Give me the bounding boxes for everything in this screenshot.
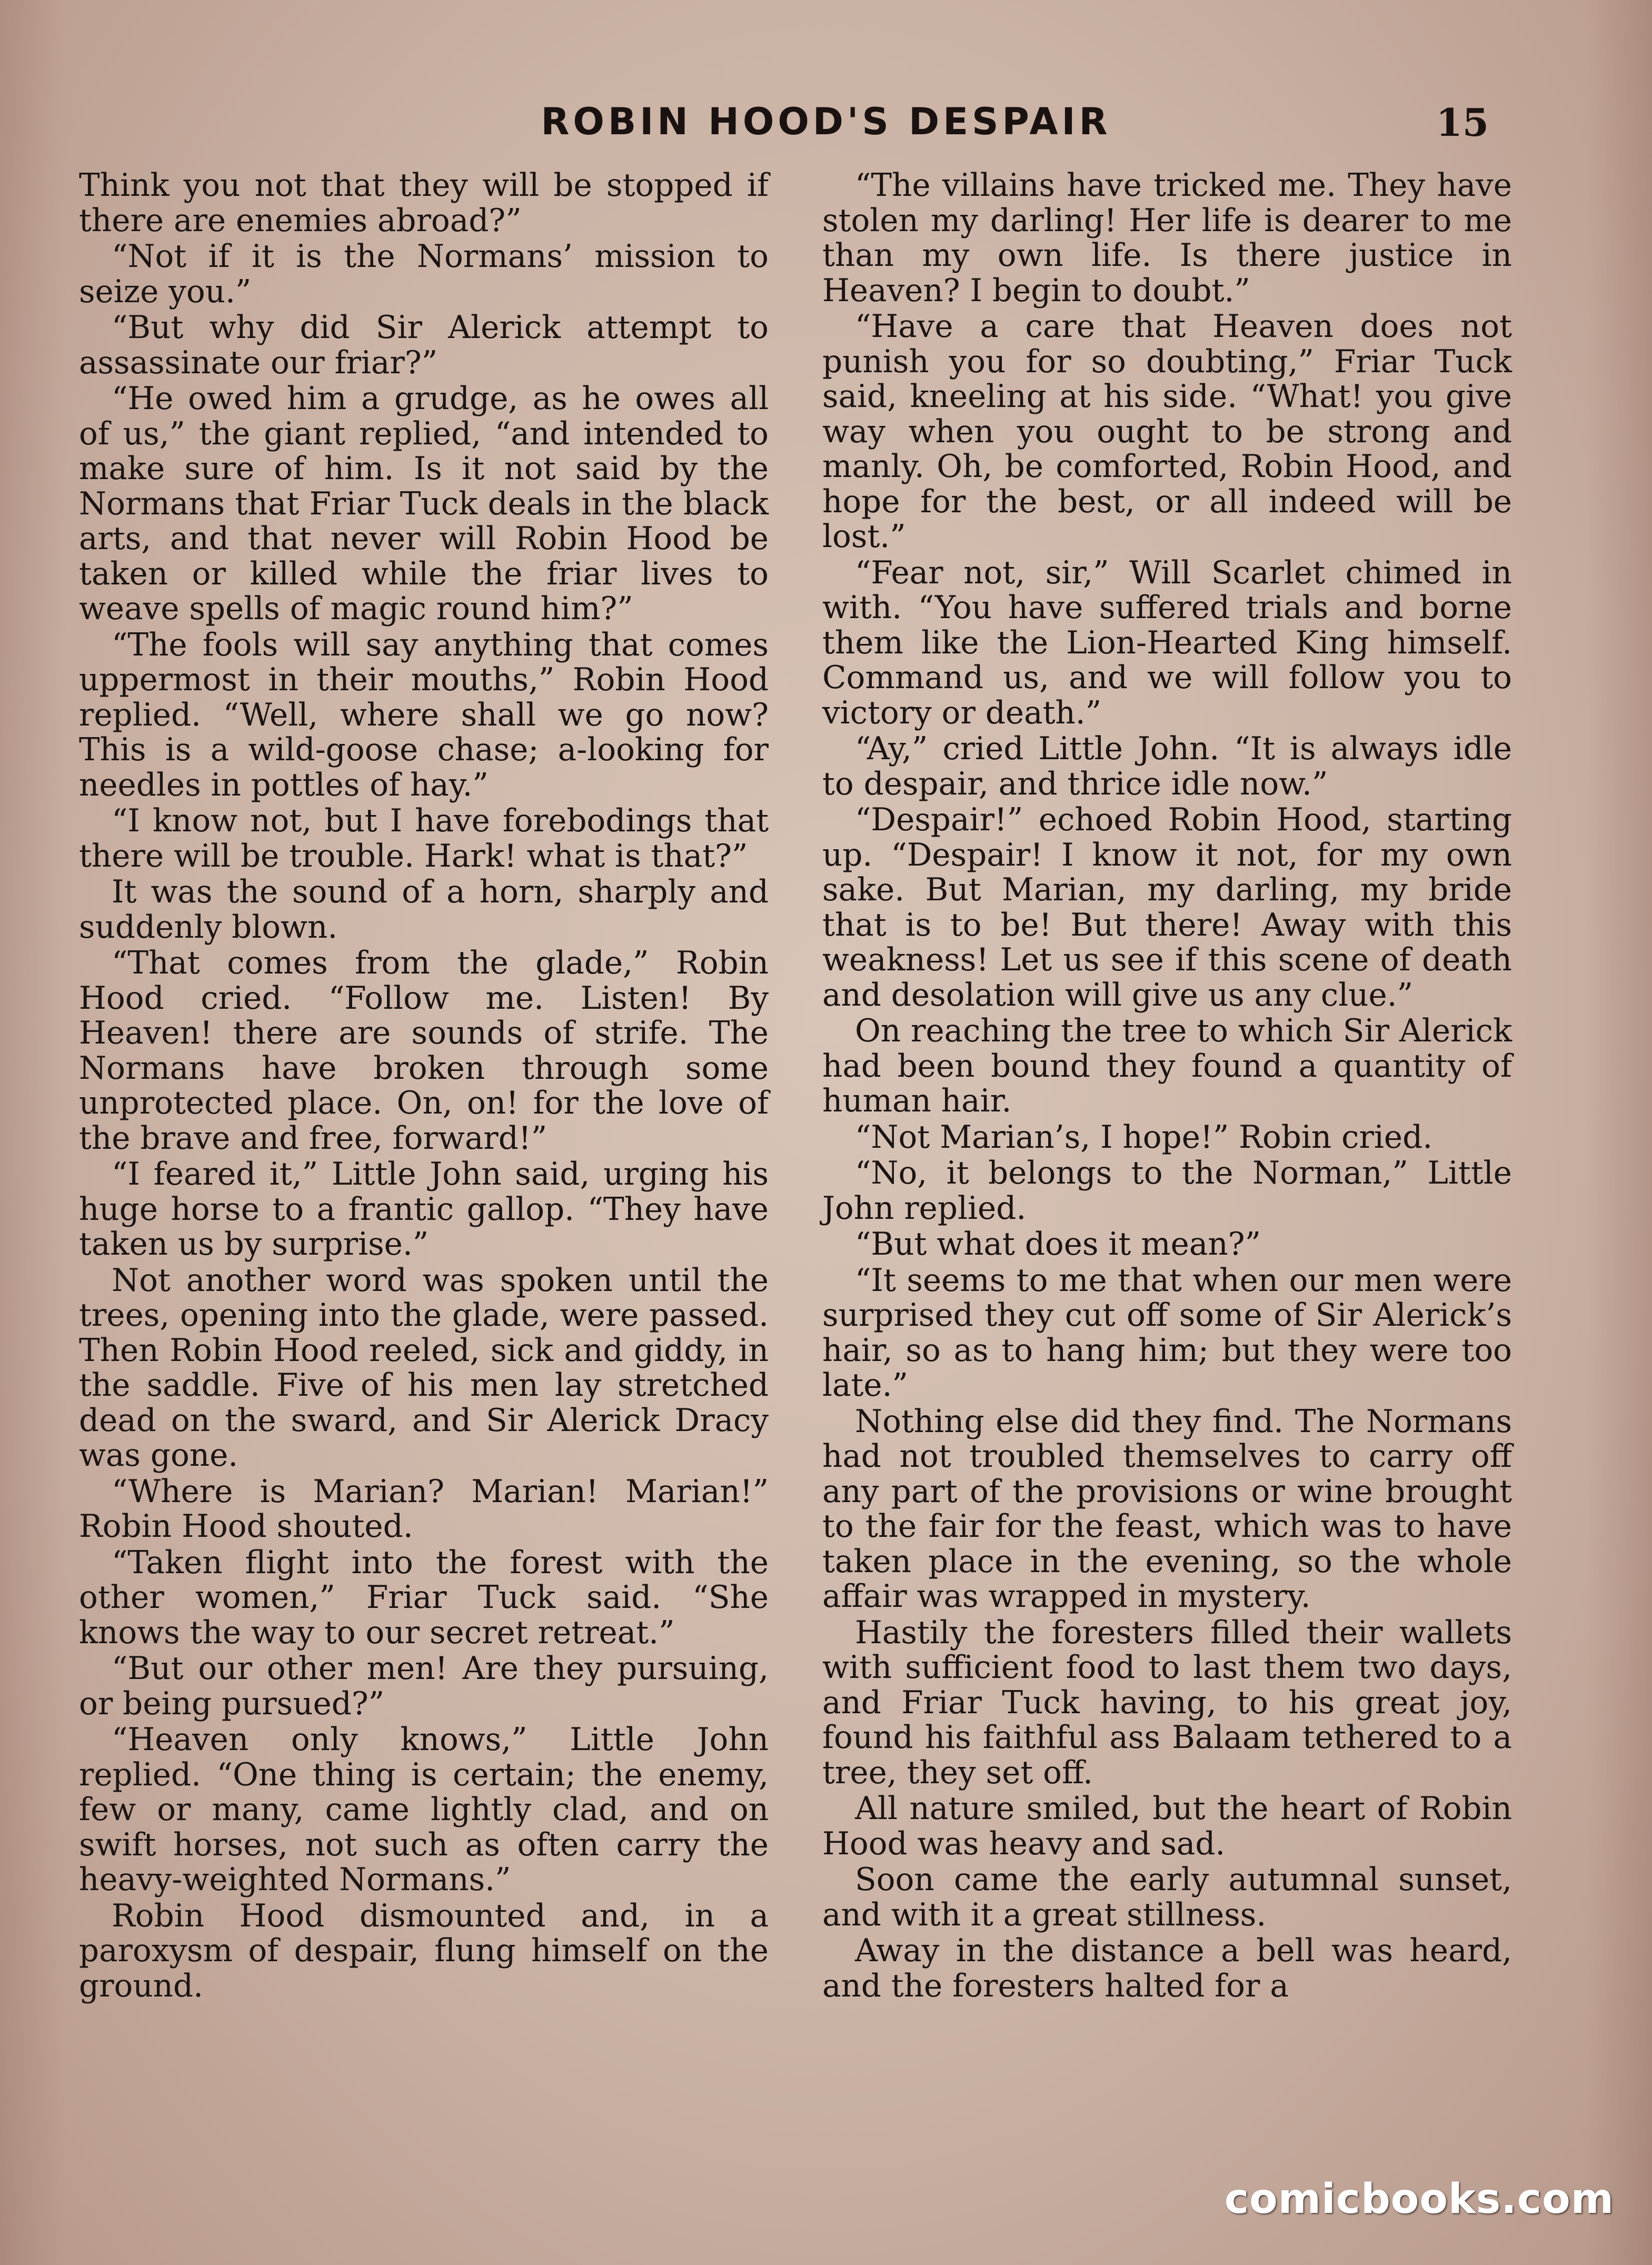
paragraph: “Not if it is the Normans’ mission to seize you.”: [79, 239, 769, 310]
paragraph: Away in the distance a bell was heard, and the foresters halted for a: [822, 1933, 1512, 2004]
paragraph: “But why did Sir Alerick attempt to assassinate our friar?”: [79, 310, 769, 381]
paragraph: Soon came the early autumnal sunset, and with it a great stillness.: [822, 1862, 1512, 1933]
paragraph: Hastily the foresters filled their wallets with sufficient food to last them two days, and Friar Tuck having, to his great joy, found his faithful ass Balaam tethered to a tree, they set off.: [822, 1614, 1512, 1791]
paragraph: “No, it belongs to the Norman,” Little John replied.: [822, 1155, 1512, 1227]
paragraph: “It seems to me that when our men were surprised they cut off some of Sir Alerick’s hair, so as to hang him; but they were too late.”: [822, 1262, 1512, 1404]
right-text-column: [822, 168, 1512, 2005]
paragraph: “The fools will say anything that comes uppermost in their mouths,” Robin Hood replied. “Well, where shall we go now? This is a wild-goose chase; a-looking for needles in pottles of hay.”: [79, 627, 769, 803]
paragraph: “He owed him a grudge, as he owes all of us,” the giant replied, “and intended to make sure of him. Is it not said by the Normans that Friar Tuck deals in the black arts, and that never will Robin Hood be taken or killed while the friar lives to weave spells of magic round him?”: [79, 381, 769, 627]
paragraph: “But what does it mean?”: [855, 1226, 1261, 1263]
watermark: comicbooks.com: [1224, 2175, 1614, 2223]
paragraph: On reaching the tree to which Sir Alerick had been bound they found a quantity of human hair.: [822, 1013, 1512, 1119]
paragraph: “That comes from the glade,” Robin Hood cried. “Follow me. Listen! By Heaven! there are sounds of strife. The Normans have broken through some unprotected place. On, on! for the love of the brave and free, forward!”: [79, 945, 769, 1157]
paragraph: Think you not that they will be stopped if there are enemies abroad?”: [79, 167, 769, 239]
paragraph: Nothing else did they find. The Normans had not troubled themselves to carry off any part of the provisions or wine brought to the fair for the feast, which was to have taken place in the evening, so the whole affair was wrapped in mystery.: [822, 1403, 1512, 1615]
paragraph: “But our other men! Are they pursuing, or being pursued?”: [79, 1651, 769, 1722]
paragraph: “Despair!” echoed Robin Hood, starting up. “Despair! I know it not, for my own sake. But Marian, my darling, my bride that is to be! But there! Away with this weakness! Let us see if this scene of death and desolation will give us any clue.”: [822, 802, 1512, 1014]
paragraph: “Not Marian’s, I hope!” Robin cried.: [855, 1119, 1433, 1156]
paragraph: All nature smiled, but the heart of Robin Hood was heavy and sad.: [822, 1791, 1512, 1862]
paragraph: It was the sound of a horn, sharply and suddenly blown.: [79, 874, 769, 946]
paragraph: “I know not, but I have forebodings that there will be trouble. Hark! what is that?”: [79, 803, 769, 875]
paragraph: “Taken flight into the forest with the other women,” Friar Tuck said. “She knows the way to our secret retreat.”: [79, 1544, 769, 1651]
paragraph: “Have a care that Heaven does not punish you for so doubting,” Friar Tuck said, kneeling at his side. “What! you give way when you ought to be strong and manly. Oh, be comforted, Robin Hood, and hope for the best, or all indeed will be lost.”: [822, 309, 1512, 555]
paragraph: “Ay,” cried Little John. “It is always idle to despair, and thrice idle now.”: [822, 731, 1512, 802]
paragraph: Not another word was spoken until the trees, opening into the glade, were passed. Then Robin Hood reeled, sick and giddy, in the saddle. Five of his men lay stretched dead on the sward, and Sir Alerick Dracy was gone.: [79, 1262, 769, 1474]
left-text-column: [79, 168, 769, 2005]
paragraph: “Where is Marian? Marian! Marian!” Robin Hood shouted.: [79, 1473, 769, 1545]
running-title: ROBIN HOOD'S DESPAIR: [541, 100, 1111, 143]
paragraph: “Heaven only knows,” Little John replied. “One thing is certain; the enemy, few or many, came lightly clad, and on swift horses, not such as often carry the heavy-weighted Normans.”: [79, 1722, 769, 1898]
paragraph: “I feared it,” Little John said, urging his huge horse to a frantic gallop. “They have taken us by surprise.”: [79, 1156, 769, 1263]
paragraph: “Fear not, sir,” Will Scarlet chimed in with. “You have suffered trials and borne them like the Lion-Hearted King himself. Command us, and we will follow you to victory or death.”: [822, 554, 1512, 731]
page-header: [0, 90, 1652, 153]
paragraph: Robin Hood dismounted and, in a paroxysm of despair, flung himself on the ground.: [79, 1898, 769, 2004]
paragraph: “The villains have tricked me. They have stolen my darling! Her life is dearer to me than my own life. Is there justice in Heaven? I begin to doubt.”: [822, 167, 1512, 309]
page-number: 15: [1436, 100, 1489, 145]
